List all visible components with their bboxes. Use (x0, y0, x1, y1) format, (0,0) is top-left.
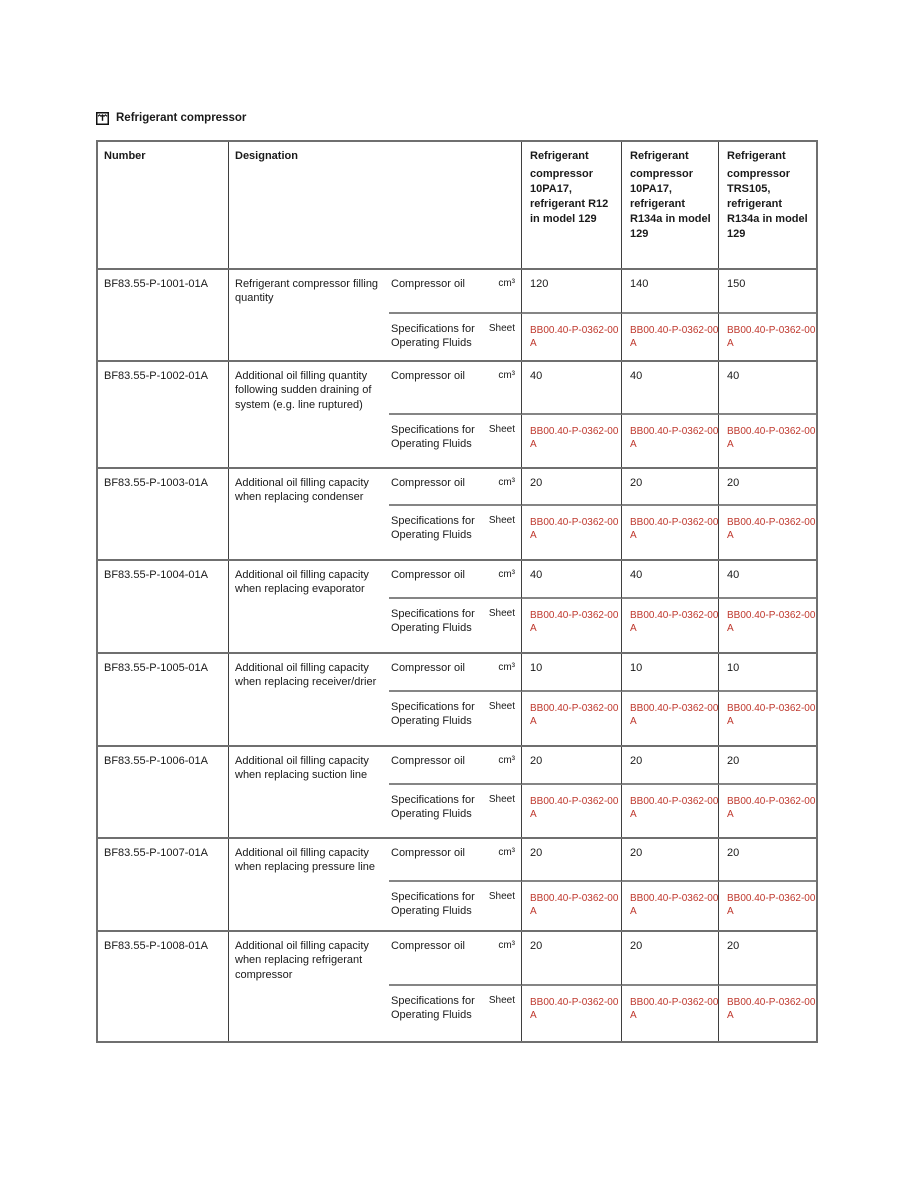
table-row (98, 932, 816, 1041)
table-title-text: Refrigerant compressor (116, 112, 247, 124)
table-row (98, 270, 816, 362)
row-designation: Additional oil filling capacity when replacing evaporator (235, 568, 369, 596)
table-row (98, 747, 816, 839)
sheet-ref-link[interactable]: BB00.40‑P‑0362‑00 A (718, 415, 816, 467)
value-r12-10pa17: 120 (521, 270, 621, 314)
quantity-unit: cm³ (498, 939, 515, 951)
spec-label: Specifications for Operating Fluids (391, 890, 475, 918)
sheet-ref-link[interactable]: BB00.40‑P‑0362‑00 A (521, 692, 621, 745)
spec-label: Specifications for Operating Fluids (391, 514, 475, 542)
sheet-ref-link[interactable]: BB00.40‑P‑0362‑00 A (521, 415, 621, 467)
row-designation: Additional oil filling capacity when replacing suction line (235, 754, 369, 782)
table-title (96, 111, 823, 127)
quantity-label: Compressor oil (391, 476, 465, 489)
sheet-ref-link[interactable]: BB00.40‑P‑0362‑00 A (718, 599, 816, 652)
sheet-ref-link[interactable]: BB00.40‑P‑0362‑00 A (521, 785, 621, 837)
spec-label-cell (389, 785, 521, 837)
sheet-ref-link[interactable]: BB00.40‑P‑0362‑00 A (521, 882, 621, 930)
sheet-ref-link[interactable]: BB00.40‑P‑0362‑00 A (621, 314, 718, 360)
row-number: BF83.55‑P‑1003‑01A (98, 469, 229, 559)
quantity-label-cell (389, 469, 521, 506)
value-r12-10pa17: 20 (521, 469, 621, 506)
sheet-ref-link[interactable]: BB00.40‑P‑0362‑00 A (718, 882, 816, 930)
value-r134a-10pa17: 20 (621, 469, 718, 506)
row-designation: Additional oil filling capacity when replacing condenser (235, 476, 369, 504)
spec-unit: Sheet (488, 793, 515, 805)
spec-label-cell (389, 882, 521, 930)
table-row (98, 561, 816, 654)
quantity-label: Compressor oil (391, 846, 465, 859)
value-r134a-10pa17: 40 (621, 561, 718, 599)
spec-label: Specifications for Operating Fluids (391, 994, 475, 1022)
header-variant-r134a-10pa17 (621, 142, 718, 268)
spec-unit: Sheet (488, 423, 515, 435)
spec-table (96, 140, 818, 1043)
value-r134a-trs105: 10 (718, 654, 816, 692)
row-designation: Additional oil filling capacity when replacing receiver/drier (235, 661, 377, 689)
value-r134a-10pa17: 140 (621, 270, 718, 314)
quantity-label-cell (389, 654, 521, 692)
fluid-container-icon (96, 112, 109, 125)
value-r134a-trs105: 150 (718, 270, 816, 314)
value-r134a-10pa17: 20 (621, 839, 718, 882)
quantity-unit: cm³ (498, 846, 515, 858)
value-r12-10pa17: 20 (521, 839, 621, 882)
value-r12-10pa17: 40 (521, 362, 621, 415)
row-designation: Additional oil filling capacity when replacing pressure line (235, 846, 376, 874)
spec-label-cell (389, 506, 521, 559)
value-r12-10pa17: 10 (521, 654, 621, 692)
row-number: BF83.55‑P‑1004‑01A (98, 561, 229, 652)
header-variant-line1: Refrigerant (727, 149, 786, 162)
spec-label-cell (389, 415, 521, 467)
row-number: BF83.55‑P‑1001‑01A (98, 270, 229, 360)
sheet-ref-link[interactable]: BB00.40‑P‑0362‑00 A (621, 882, 718, 930)
table-header-row (98, 142, 816, 270)
table-row (98, 469, 816, 561)
value-r134a-10pa17: 40 (621, 362, 718, 415)
sheet-ref-link[interactable]: BB00.40‑P‑0362‑00 A (621, 599, 718, 652)
spec-unit: Sheet (488, 890, 515, 902)
value-r12-10pa17: 20 (521, 932, 621, 986)
sheet-ref-link[interactable]: BB00.40‑P‑0362‑00 A (621, 785, 718, 837)
quantity-unit: cm³ (498, 568, 515, 580)
quantity-label: Compressor oil (391, 277, 465, 290)
value-r134a-10pa17: 20 (621, 932, 718, 986)
quantity-label-cell (389, 747, 521, 785)
sheet-ref-link[interactable]: BB00.40‑P‑0362‑00 A (718, 986, 816, 1041)
quantity-unit: cm³ (498, 277, 515, 289)
value-r134a-trs105: 40 (718, 561, 816, 599)
sheet-ref-link[interactable]: BB00.40‑P‑0362‑00 A (718, 314, 816, 360)
quantity-label: Compressor oil (391, 661, 465, 674)
header-variant-line1: Refrigerant (630, 149, 689, 162)
header-designation: Designation (235, 149, 298, 162)
sheet-ref-link[interactable]: BB00.40‑P‑0362‑00 A (521, 599, 621, 652)
spec-label-cell (389, 314, 521, 360)
spec-label: Specifications for Operating Fluids (391, 322, 475, 350)
quantity-label: Compressor oil (391, 568, 465, 581)
value-r12-10pa17: 20 (521, 747, 621, 785)
sheet-ref-link[interactable]: BB00.40‑P‑0362‑00 A (718, 506, 816, 559)
quantity-unit: cm³ (498, 369, 515, 381)
value-r134a-trs105: 20 (718, 469, 816, 506)
value-r134a-trs105: 20 (718, 932, 816, 986)
spec-label-cell (389, 986, 521, 1041)
spec-unit: Sheet (488, 514, 515, 526)
sheet-ref-link[interactable]: BB00.40‑P‑0362‑00 A (521, 506, 621, 559)
spec-label: Specifications for Operating Fluids (391, 607, 475, 635)
quantity-label-cell (389, 561, 521, 599)
header-variant-rest: compressor 10PA17, refrigerant R12 in model 129 (530, 168, 609, 225)
sheet-ref-link[interactable]: BB00.40‑P‑0362‑00 A (521, 314, 621, 360)
header-variant-rest: compressor 10PA17, refrigerant R134a in model 129 (630, 168, 711, 240)
row-number: BF83.55‑P‑1008‑01A (98, 932, 229, 1041)
table-row (98, 362, 816, 469)
header-number: Number (98, 142, 229, 268)
sheet-ref-link[interactable]: BB00.40‑P‑0362‑00 A (621, 415, 718, 467)
value-r134a-10pa17: 20 (621, 747, 718, 785)
header-variant-r134a-trs105 (718, 142, 816, 268)
quantity-label: Compressor oil (391, 369, 465, 382)
quantity-unit: cm³ (498, 476, 515, 488)
spec-label: Specifications for Operating Fluids (391, 423, 475, 451)
quantity-label-cell (389, 932, 521, 986)
value-r12-10pa17: 40 (521, 561, 621, 599)
header-variant-line1: Refrigerant (530, 149, 589, 162)
quantity-label: Compressor oil (391, 754, 465, 767)
sheet-ref-link[interactable]: BB00.40‑P‑0362‑00 A (621, 986, 718, 1041)
header-variant-r12-10pa17 (521, 142, 621, 268)
sheet-ref-link[interactable]: BB00.40‑P‑0362‑00 A (521, 986, 621, 1041)
quantity-label: Compressor oil (391, 939, 465, 952)
row-designation: Refrigerant compressor filling quantity (235, 277, 379, 305)
sheet-ref-link[interactable]: BB00.40‑P‑0362‑00 A (718, 785, 816, 837)
row-number: BF83.55‑P‑1007‑01A (98, 839, 229, 930)
value-r134a-trs105: 20 (718, 747, 816, 785)
spec-unit: Sheet (488, 700, 515, 712)
sheet-ref-link[interactable]: BB00.40‑P‑0362‑00 A (621, 692, 718, 745)
spec-label-cell (389, 599, 521, 652)
spec-unit: Sheet (488, 607, 515, 619)
quantity-label-cell (389, 839, 521, 882)
quantity-unit: cm³ (498, 754, 515, 766)
quantity-label-cell (389, 270, 521, 314)
spec-unit: Sheet (488, 322, 515, 334)
header-variant-rest: compressor TRS105, refrigerant R134a in model 129 (727, 168, 808, 240)
row-designation: Additional oil filling quantity following sudden draining of system (e.g. line ruptured) (235, 369, 372, 412)
row-designation: Additional oil filling capacity when replacing refrigerant compressor (235, 939, 369, 982)
table-row (98, 654, 816, 747)
value-r134a-10pa17: 10 (621, 654, 718, 692)
sheet-ref-link[interactable]: BB00.40‑P‑0362‑00 A (718, 692, 816, 745)
quantity-label-cell (389, 362, 521, 415)
quantity-unit: cm³ (498, 661, 515, 673)
row-number: BF83.55‑P‑1002‑01A (98, 362, 229, 467)
value-r134a-trs105: 20 (718, 839, 816, 882)
row-number: BF83.55‑P‑1006‑01A (98, 747, 229, 837)
table-row (98, 839, 816, 932)
spec-label: Specifications for Operating Fluids (391, 700, 475, 728)
value-r134a-trs105: 40 (718, 362, 816, 415)
row-number: BF83.55‑P‑1005‑01A (98, 654, 229, 745)
spec-unit: Sheet (488, 994, 515, 1006)
spec-label-cell (389, 692, 521, 745)
spec-label: Specifications for Operating Fluids (391, 793, 475, 821)
sheet-ref-link[interactable]: BB00.40‑P‑0362‑00 A (621, 506, 718, 559)
